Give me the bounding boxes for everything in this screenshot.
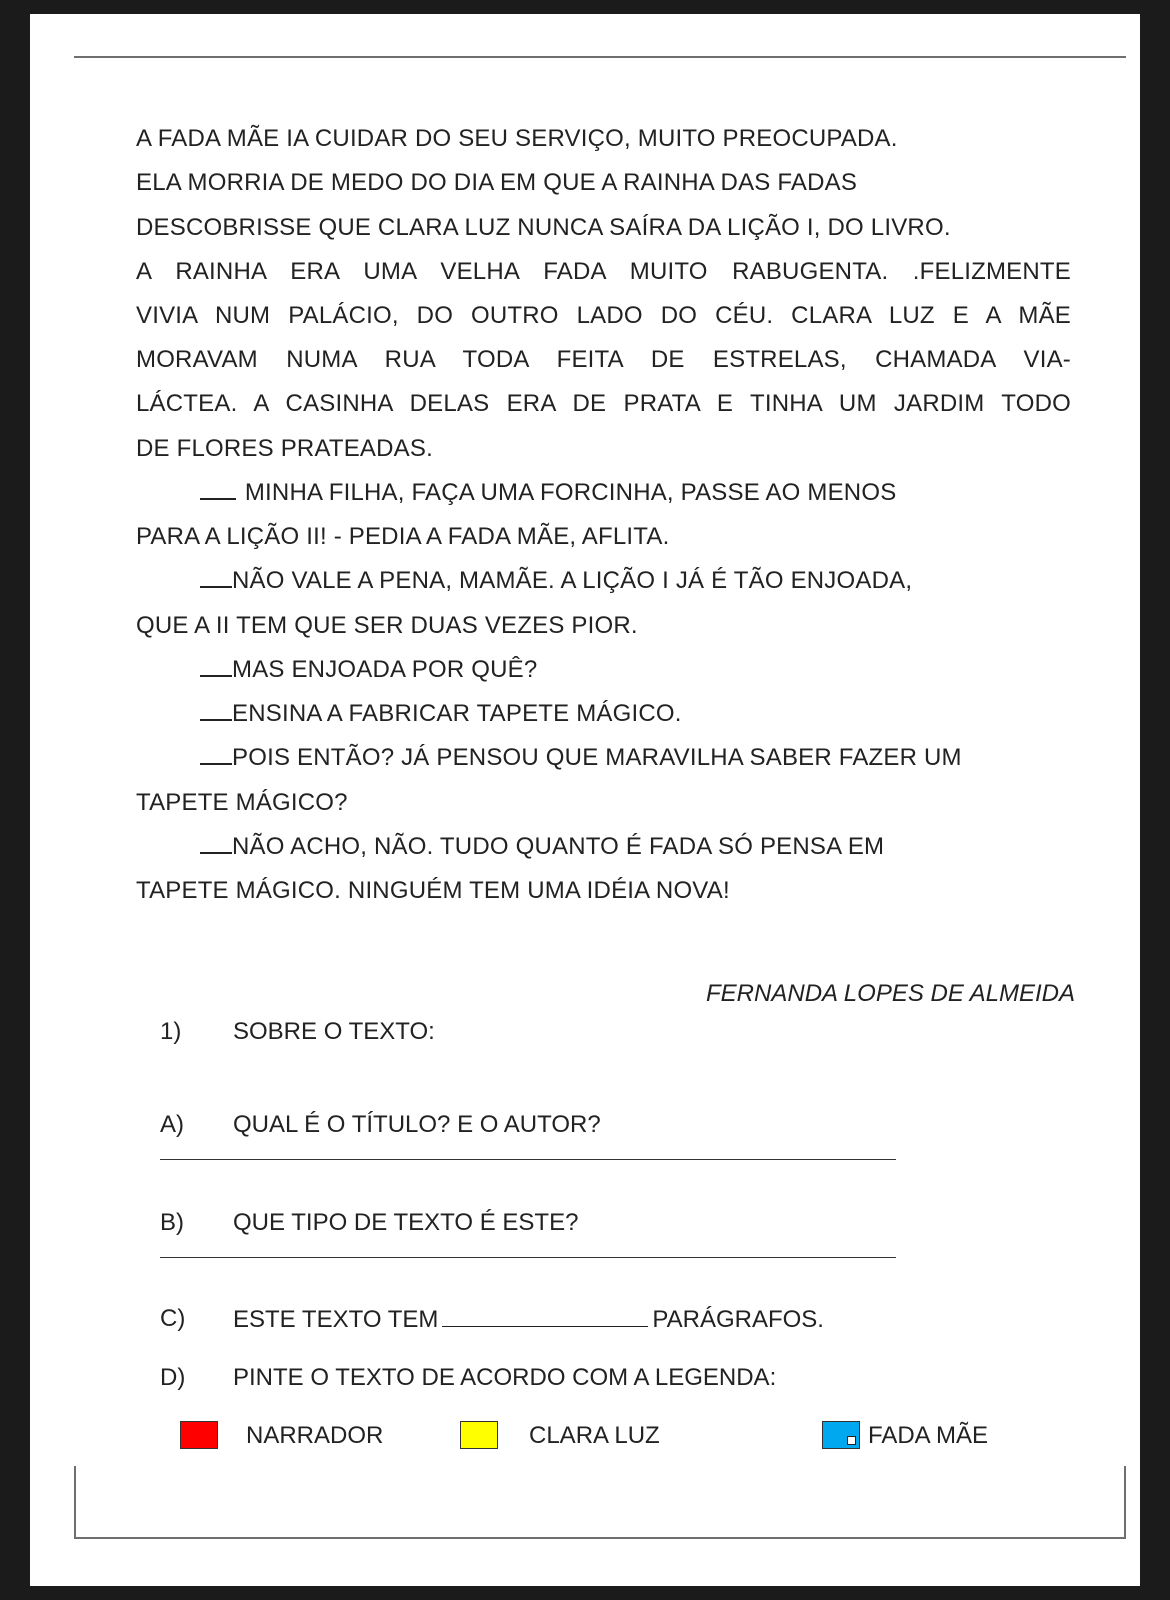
dialogue-text: ENSINA A FABRICAR TAPETE MÁGICO. bbox=[232, 700, 682, 727]
legend-label-clara-luz: CLARA LUZ bbox=[529, 1422, 660, 1449]
story-line-5: VIVIA NUM PALÁCIO, DO OUTRO LADO DO CÉU. CLARA LUZ E A MÃE bbox=[136, 302, 1071, 329]
question-1-text: SOBRE O TEXTO: bbox=[233, 1018, 435, 1045]
story-line-6: MORAVAM NUMA RUA TODA FEITA DE ESTRELAS, CHAMADA VIA- bbox=[136, 346, 1071, 373]
paragraph-count-blank[interactable] bbox=[442, 1304, 648, 1327]
dialogue-line-1 bbox=[200, 478, 896, 508]
right-border-line bbox=[1124, 1466, 1126, 1538]
dialogue-dash bbox=[200, 655, 232, 677]
dialogue-text: NÃO VALE A PENA, MAMÃE. A LIÇÃO I JÁ É TÃO ENJOADA, bbox=[232, 567, 913, 594]
worksheet-page bbox=[30, 14, 1140, 1586]
story-line-8: DE FLORES PRATEADAS. bbox=[136, 435, 433, 462]
dialogue-line-8: TAPETE MÁGICO? bbox=[136, 789, 348, 816]
dialogue-dash bbox=[200, 699, 232, 721]
dialogue-line-7 bbox=[200, 743, 962, 773]
story-line-4: A RAINHA ERA UMA VELHA FADA MUITO RABUGENTA. .FELIZMENTE bbox=[136, 258, 1071, 285]
left-border-line bbox=[74, 1466, 76, 1538]
dialogue-text: MAS ENJOADA POR QUÊ? bbox=[232, 656, 538, 683]
story-line-3: DESCOBRISSE QUE CLARA LUZ NUNCA SAÍRA DA LIÇÃO I, DO LIVRO. bbox=[136, 214, 951, 241]
question-c-number: C) bbox=[160, 1305, 186, 1332]
dialogue-line-4: QUE A II TEM QUE SER DUAS VEZES PIOR. bbox=[136, 612, 638, 639]
answer-line-a[interactable] bbox=[160, 1159, 896, 1160]
top-border-line bbox=[74, 56, 1126, 58]
dialogue-line-10: TAPETE MÁGICO. NINGUÉM TEM UMA IDÉIA NOVA! bbox=[136, 877, 730, 904]
story-line-7: LÁCTEA. A CASINHA DELAS ERA DE PRATA E TINHA UM JARDIM TODO bbox=[136, 390, 1071, 417]
dialogue-line-2: PARA A LIÇÃO II! - PEDIA A FADA MÃE, AFLITA. bbox=[136, 523, 670, 550]
question-b-number: B) bbox=[160, 1209, 184, 1236]
story-line-2: ELA MORRIA DE MEDO DO DIA EM QUE A RAINHA DAS FADAS bbox=[136, 169, 858, 196]
question-d-text: PINTE O TEXTO DE ACORDO COM A LEGENDA: bbox=[233, 1364, 777, 1391]
answer-line-b[interactable] bbox=[160, 1257, 896, 1258]
dialogue-line-5 bbox=[200, 655, 537, 685]
dialogue-dash bbox=[200, 478, 236, 500]
story-line-1: A FADA MÃE IA CUIDAR DO SEU SERVIÇO, MUITO PREOCUPADA. bbox=[136, 125, 898, 152]
dialogue-dash bbox=[200, 566, 232, 588]
legend-label-fada-mae: FADA MÃE bbox=[868, 1422, 989, 1449]
dialogue-line-9 bbox=[200, 832, 884, 862]
question-c-text-before: ESTE TEXTO TEM bbox=[233, 1306, 439, 1333]
legend-swatch-fada-mae bbox=[822, 1421, 860, 1449]
question-a-text: QUAL É O TÍTULO? E O AUTOR? bbox=[233, 1111, 601, 1138]
checkbox-icon bbox=[847, 1436, 856, 1445]
legend-swatch-clara-luz bbox=[460, 1421, 498, 1449]
dialogue-line-6 bbox=[200, 699, 682, 729]
question-d-number: D) bbox=[160, 1364, 186, 1391]
legend-swatch-narrador bbox=[180, 1421, 218, 1449]
bottom-border-line bbox=[74, 1537, 1126, 1539]
question-c-text-after: PARÁGRAFOS. bbox=[652, 1306, 824, 1333]
question-a-number: A) bbox=[160, 1111, 184, 1138]
dialogue-dash bbox=[200, 832, 232, 854]
dialogue-text: MINHA FILHA, FAÇA UMA FORCINHA, PASSE AO MENOS bbox=[238, 479, 897, 506]
dialogue-text: NÃO ACHO, NÃO. TUDO QUANTO É FADA SÓ PENSA EM bbox=[232, 833, 885, 860]
author-name: FERNANDA LOPES DE ALMEIDA bbox=[706, 980, 1075, 1007]
legend-label-narrador: NARRADOR bbox=[246, 1422, 384, 1449]
question-b-text: QUE TIPO DE TEXTO É ESTE? bbox=[233, 1209, 579, 1236]
question-c-text bbox=[233, 1304, 824, 1335]
dialogue-dash bbox=[200, 743, 232, 765]
question-1-number: 1) bbox=[160, 1018, 182, 1045]
dialogue-line-3 bbox=[200, 566, 912, 596]
dialogue-text: POIS ENTÃO? JÁ PENSOU QUE MARAVILHA SABER FAZER UM bbox=[232, 744, 962, 771]
